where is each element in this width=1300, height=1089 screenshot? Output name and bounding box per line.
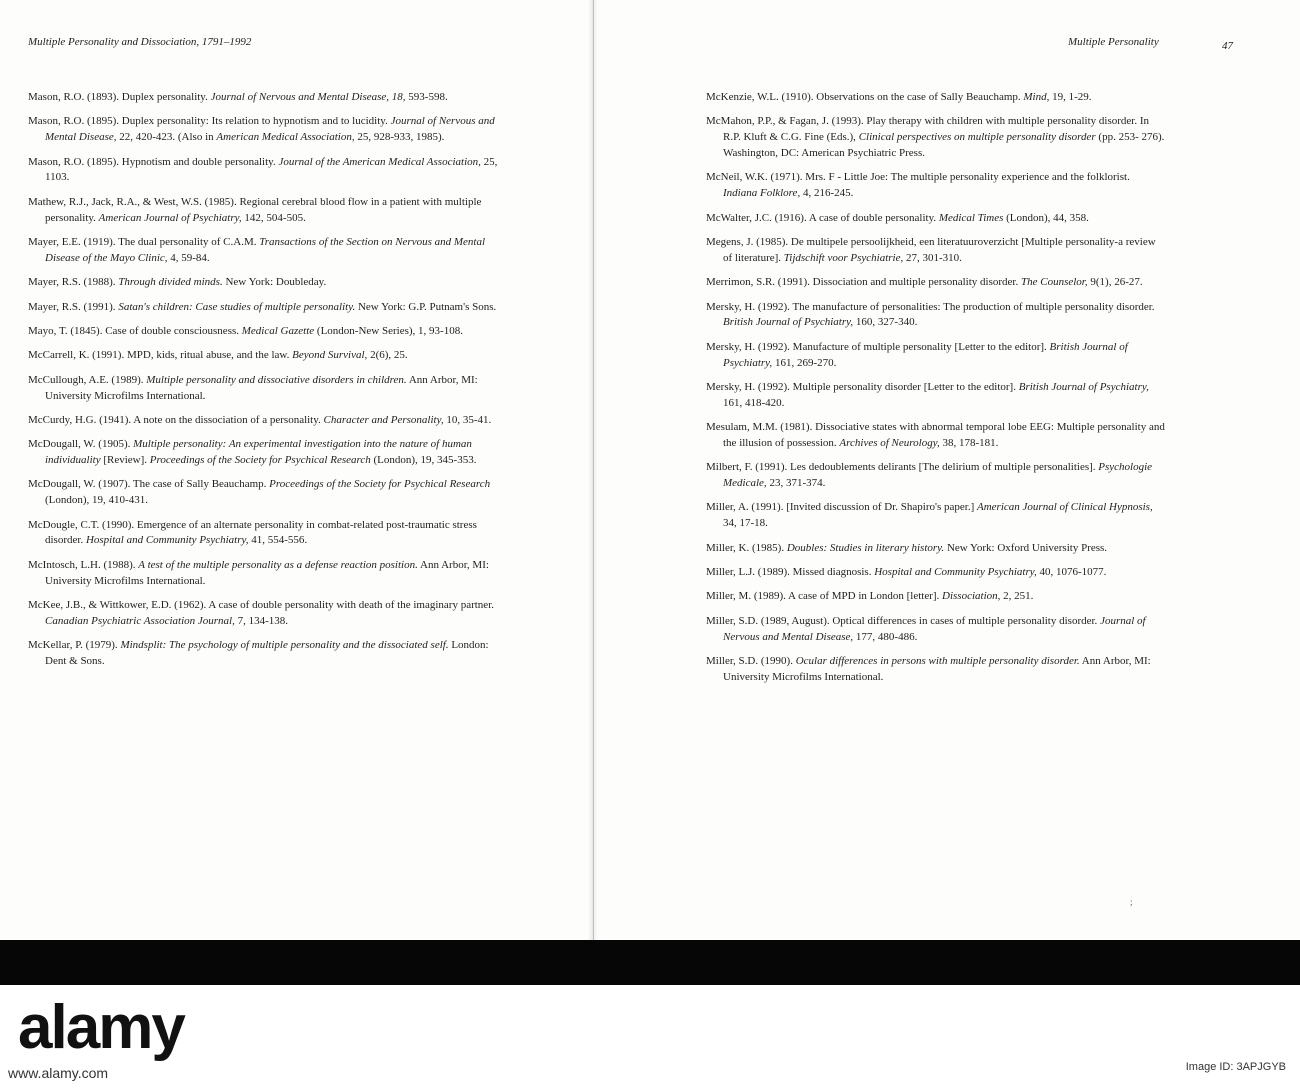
reference-segment: New York: Doubleday. [222,276,327,289]
reference-segment: 4, 59-84. [167,251,210,264]
reference-italic-segment: Hospital and Community Psychiatry, [874,566,1037,579]
reference-segment: McKenzie, W.L. (1910). Observations on the case of Sally Beauchamp. [706,91,1024,103]
reference-italic-segment: Proceedings of the Society for Psychical Research [149,454,371,467]
reference-entry [706,114,1166,161]
reference-entry [706,235,1166,267]
reference-entry [28,558,498,590]
stock-watermark-footer [0,985,1300,1089]
reference-italic-segment: British Journal of Psychiatry, [723,340,1128,369]
reference-entry [28,373,498,405]
reference-segment: McNeil, W.K. (1971). Mrs. F - Little Joe: The multiple personality experience and the folklorist. [706,171,1130,184]
reference-entry [28,275,498,291]
reference-italic-segment: Character and Personality, [323,413,444,426]
scan-bottom-band [0,940,1300,985]
reference-segment: Miller, L.J. (1989). Missed diagnosis. [706,566,875,579]
reference-segment: Mersky, H. (1992). The manufacture of personalities: The production of multiple personality disorder. [706,300,1155,313]
reference-segment: McCarrell, K. (1991). MPD, kids, ritual abuse, and the law. [28,349,293,362]
reference-segment: McDougle, C.T. (1990). Emergence of an alternate personality in combat-related post-traumatic stress disorder. [28,518,477,547]
reference-segment: McWalter, J.C. (1916). A case of double personality. [706,211,939,224]
reference-entry [28,324,498,340]
reference-segment: 2, 251. [1000,590,1034,603]
left-running-head: Multiple Personality and Dissociation, 1791–1992 [28,36,252,48]
reference-italic-segment: Journal of Nervous and Mental Disease, [45,115,495,144]
reference-segment: 7, 134-138. [234,614,289,627]
right-reference-list [706,90,1166,694]
reference-italic-segment: Multiple personality and dissociative disorders in children. [146,373,407,386]
reference-italic-segment: Canadian Psychiatric Association Journal, [45,614,235,627]
reference-entry [28,413,498,429]
reference-italic-segment: American Journal of Clinical Hypnosis, [977,501,1153,514]
reference-segment: 34, 17-18. [723,517,768,530]
reference-italic-segment: British Journal of Psychiatry, [1018,380,1149,393]
reference-entry [706,300,1166,332]
page-number: 47 [1222,40,1233,52]
reference-entry [28,300,498,316]
reference-segment: Miller, S.D. (1990). [706,655,796,668]
right-running-head: Multiple Personality [1068,36,1159,48]
reference-segment: McIntosch, L.H. (1988). [28,558,139,571]
reference-entry [706,420,1166,452]
reference-segment: McKee, J.B., & Wittkower, E.D. (1962). A case of double personality with death of the imaginary partner. [28,599,494,612]
reference-segment: Merrimon, S.R. (1991). Dissociation and multiple personality disorder. [706,276,1021,289]
reference-entry [706,170,1166,202]
reference-segment: Mathew, R.J., Jack, R.A., & West, W.S. (1985). Regional cerebral blood flow in a patient with multiple personality. [28,195,482,224]
reference-segment: 4, 216-245. [800,187,854,200]
reference-entry [706,275,1166,291]
reference-segment: 593-598. [405,91,448,103]
reference-segment: Mason, R.O. (1895). Hypnotism and double personality. [28,155,279,168]
reference-segment: Miller, K. (1985). [706,541,787,554]
reference-italic-segment: A test of the multiple personality as a defense reaction position. [138,558,418,571]
reference-segment: Mesulam, M.M. (1981). Dissociative states with abnormal temporal lobe EEG: Multiple personality and the illusion of possession. [706,421,1165,449]
reference-segment: 160, 327-340. [853,316,918,329]
reference-entry [28,518,498,550]
reference-segment: (London), 44, 358. [1003,211,1089,224]
reference-italic-segment: Psychologie Medicale, [723,461,1153,490]
reference-segment: 27, 301-310. [903,251,962,264]
reference-italic-segment: Through divided minds. [118,276,223,289]
reference-entry [28,348,498,364]
reference-italic-segment: Journal of Nervous and Mental Disease, 18, [210,91,406,103]
reference-italic-segment: Clinical perspectives on multiple personality disorder [858,131,1096,144]
reference-segment: Mason, R.O. (1893). Duplex personality. [28,91,211,103]
reference-entry [706,90,1166,106]
reference-italic-segment: Satan's children: Case studies of multiple personality. [118,300,356,313]
reference-segment: [Review]. [100,454,150,467]
reference-segment: Mersky, H. (1992). Multiple personality disorder [Letter to the editor]. [706,380,1019,393]
reference-segment: McDougall, W. (1907). The case of Sally Beauchamp. [28,478,270,491]
reference-segment: 22, 420-423. (Also in [116,131,217,144]
reference-italic-segment: Proceedings of the Society for Psychical Research [269,478,491,491]
reference-segment: Ann Arbor, MI: University Microfilms International. [723,655,1151,683]
reference-segment: (London), 19, 345-353. [370,454,477,467]
reference-segment: 161, 269-270. [772,356,837,369]
reference-segment: 25, 1103. [45,155,498,184]
reference-segment: Mayer, R.S. (1988). [28,276,119,289]
reference-entry [28,477,498,509]
reference-italic-segment: Ocular differences in persons with multiple personality disorder. [795,655,1080,668]
reference-segment: Milbert, F. (1991). Les dedoublements delirants [The delirium of multiple personalities]. [706,461,1099,474]
reference-segment: Miller, A. (1991). [Invited discussion of Dr. Shapiro's paper.] [706,501,978,514]
reference-segment: 19, 1-29. [1049,91,1092,103]
reference-segment: Mersky, H. (1992). Manufacture of multiple personality [Letter to the editor]. [706,340,1050,353]
reference-italic-segment: American Medical Association, [216,131,355,144]
reference-italic-segment: Dissociation, [942,590,1001,603]
reference-entry [28,598,498,630]
reference-segment: 9(1), 26-27. [1087,276,1143,289]
reference-segment: 38, 178-181. [939,436,999,449]
reference-segment: 23, 371-374. [766,477,826,490]
reference-italic-segment: Journal of Nervous and Mental Disease, [723,614,1146,643]
reference-segment: Megens, J. (1985). De multipele persoolijkheid, een literatuuroverzicht [Multiple personality-a review of literature]. [706,235,1156,264]
reference-segment: 40, 1076-1077. [1036,566,1107,579]
reference-segment: Miller, M. (1989). A case of MPD in London [letter]. [706,590,943,603]
reference-segment: 177, 480-486. [853,630,918,643]
page-gutter-line [593,0,594,940]
reference-segment: New York: Oxford University Press. [944,541,1108,554]
reference-segment: 2(6), 25. [367,349,408,362]
reference-italic-segment: Indiana Folklore, [723,187,801,200]
watermark-site: www.alamy.com [8,1065,109,1081]
reference-segment: London: Dent & Sons. [45,639,489,668]
reference-segment: Mayer, R.S. (1991). [28,300,119,313]
reference-entry [706,500,1166,532]
reference-entry [706,460,1166,492]
reference-entry [706,614,1166,646]
reference-segment: McCullough, A.E. (1989). [28,373,147,386]
reference-entry [28,195,498,227]
reference-italic-segment: Multiple personality: An experimental investigation into the nature of human individuality [45,438,472,467]
reference-segment: (London), 19, 410-431. [45,494,148,507]
reference-entry [28,235,498,267]
reference-italic-segment: Archives of Neurology, [839,436,940,449]
reference-segment: McMahon, P.P., & Fagan, J. (1993). Play therapy with children with multiple personality disorder. In R.P. Kluft & C.G. Fine (Eds.), [706,115,1150,144]
reference-italic-segment: Tijdschift voor Psychiatrie, [783,251,904,264]
reference-entry [28,638,498,670]
reference-italic-segment: Beyond Survival, [292,349,368,362]
reference-entry [706,589,1166,605]
left-reference-list [28,90,498,678]
reference-italic-segment: Transactions of the Section on Nervous and Mental Disease of the Mayo Clinic, [45,235,486,264]
reference-entry [28,114,498,146]
reference-segment: Ann Arbor, MI: University Microfilms International. [45,558,489,587]
reference-entry [706,340,1166,372]
reference-entry [706,654,1166,686]
reference-italic-segment: Journal of the American Medical Association, [278,155,481,168]
reference-entry [28,155,498,187]
alamy-logo: alamy [18,993,184,1062]
reference-segment: McKellar, P. (1979). [28,639,121,652]
reference-italic-segment: The Counselor, [1021,276,1088,289]
reference-entry [706,211,1166,227]
reference-segment: 25, 928-933, 1985). [354,131,445,144]
reference-segment: Mason, R.O. (1895). Duplex personality: Its relation to hypnotism and to lucidity. [28,115,391,128]
reference-segment: (London-New Series), 1, 93-108. [314,324,463,337]
reference-entry [706,541,1166,557]
reference-segment: Miller, S.D. (1989, August). Optical differences in cases of multiple personality disorder. [706,614,1101,627]
reference-italic-segment: Mind, [1023,91,1050,103]
reference-segment: 142, 504-505. [241,211,306,224]
reference-entry [28,90,498,106]
reference-segment: Mayer, E.E. (1919). The dual personality of C.A.M. [28,235,260,248]
reference-segment: McDougall, W. (1905). [28,438,134,451]
reference-italic-segment: American Journal of Psychiatry, [98,211,242,224]
reference-italic-segment: Medical Times [938,211,1004,224]
reference-segment: New York: G.P. Putnam's Sons. [355,300,497,313]
reference-entry [706,565,1166,581]
reference-segment: McCurdy, H.G. (1941). A note on the dissociation of a personality. [28,413,324,426]
reference-segment: 41, 554-556. [248,534,308,547]
reference-segment: Mayo, T. (1845). Case of double consciousness. [28,324,242,337]
reference-italic-segment: Mindsplit: The psychology of multiple personality and the dissociated self. [120,639,449,652]
reference-italic-segment: Medical Gazette [241,324,315,337]
reference-italic-segment: Hospital and Community Psychiatry, [85,534,249,547]
reference-segment: (pp. 253- 276). Washington, DC: American Psychiatric Press. [723,131,1165,159]
reference-segment: Ann Arbor, MI: University Microfilms International. [45,373,478,402]
reference-entry [706,380,1166,412]
scan-speck: ; [1130,897,1133,907]
reference-italic-segment: Doubles: Studies in literary history. [786,541,945,554]
reference-entry [28,437,498,469]
reference-segment: 10, 35-41. [443,413,492,426]
reference-segment: 161, 418-420. [723,396,785,409]
watermark-image-id: Image ID: 3APJGYB [1185,1061,1286,1073]
reference-italic-segment: British Journal of Psychiatry, [723,316,854,329]
